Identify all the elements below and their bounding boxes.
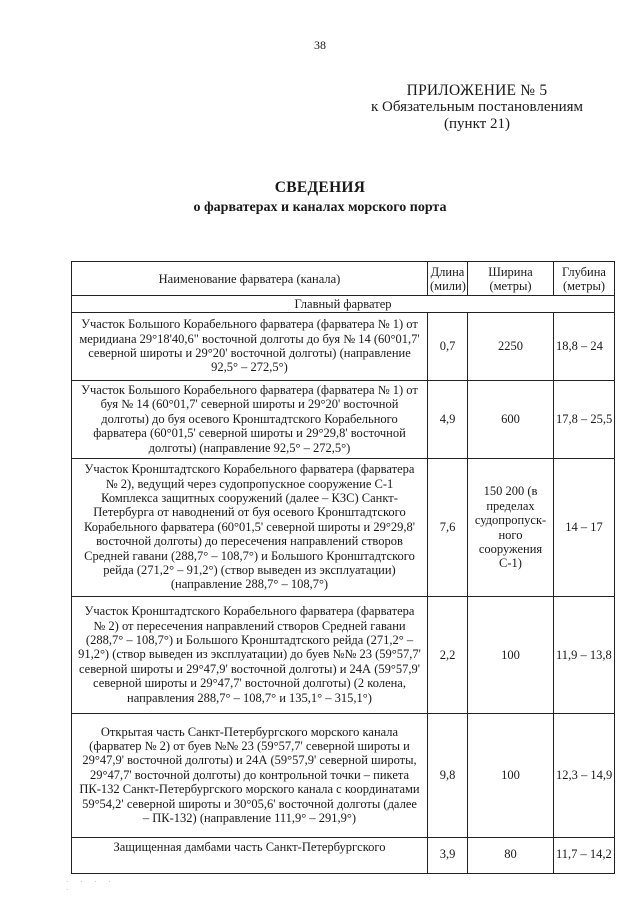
appendix-clause: (пункт 21) [444, 116, 510, 132]
section-title: Главный фарватер [72, 296, 615, 313]
row-length: 9,8 [428, 714, 468, 838]
row-depth: 11,9 – 13,8 [554, 597, 615, 714]
row-name: Защищенная дамбами часть Санкт-Петербургского [72, 838, 428, 874]
appendix-title: ПРИЛОЖЕНИЕ № 5 [406, 82, 548, 99]
table-row [72, 381, 615, 459]
row-name: Участок Большого Корабельного фарватера (фарватера № 1) от меридиана 29°18'40,6" восточной долготы до буя № 14 (60°01,7' северной широты и 29°20' восточной долготы) (направление 92,5° – 272,5°) [72, 313, 428, 381]
header-depth: Глубина (метры) [554, 262, 615, 296]
row-width: 150 200 (в пределах судопропуск-ного сооружения С-1) [468, 459, 554, 597]
row-depth: 11,7 – 14,2 [554, 838, 615, 874]
row-width: 100 [468, 714, 554, 838]
table-header-row [72, 262, 615, 296]
table-row [72, 838, 615, 874]
row-width: 100 [468, 597, 554, 714]
row-depth: 18,8 – 24 [554, 313, 615, 381]
row-length: 3,9 [428, 838, 468, 874]
row-length: 0,7 [428, 313, 468, 381]
heading-title: СВЕДЕНИЯ [274, 179, 366, 196]
page-number: 38 [314, 38, 326, 52]
row-length: 2,2 [428, 597, 468, 714]
row-width: 80 [468, 838, 554, 874]
row-name: Участок Кронштадтского Корабельного фарватера (фарватера № 2), ведущий через судопропускное сооружение С-1 Комплекса защитных сооружений (далее – КЗС) Санкт-Петербурга от наводнений от буя осевого Кронштадтского Корабельного фарватера (60°01,5' северной широты и 29°29,8' восточной долготы) до пересечения направлений створов Средней гавани (288,7° – 108,7°) и Большого Кронштадтского рейда (271,2° – 91,2°) (створ выведен из эксплуатации) (направление 288,7° – 108,7°) [72, 459, 428, 597]
appendix-subtitle: к Обязательным постановлениям [370, 99, 584, 115]
row-width: 2250 [468, 313, 554, 381]
table-row [72, 313, 615, 381]
row-name: Участок Кронштадтского Корабельного фарватера (фарватера № 2) от пересечения направлений створов Средней гавани (288,7° – 108,7°) и Большого Кронштадтского рейда (271,2° – 91,2°) (створ выведен из эксплуатации) до буев №№ 23 (59°57,7' северной широты и 29°47,9' восточной долготы) и 24А (59°57,9' северной широты и 29°47,7' восточной долготы) (2 колена, направления 288,7° – 108,7° и 135,1° – 315,1°) [72, 597, 428, 714]
row-depth: 14 – 17 [554, 459, 615, 597]
row-length: 7,6 [428, 459, 468, 597]
row-width: 600 [468, 381, 554, 459]
row-name: Участок Большого Корабельного фарватера (фарватера № 1) от буя № 14 (60°01,7' северной широты и 29°20' восточной долготы) до буя осевого Кронштадтского Корабельного фарватера (60°01,5' северной широты и 29°29,8' восточной долготы) (направление 92,5° – 272,5°) [72, 381, 428, 459]
document-heading [0, 178, 640, 218]
section-row [72, 296, 615, 313]
fairway-table [71, 261, 615, 874]
scan-artifact: · · · · · [66, 878, 116, 894]
header-length: Длина (мили) [428, 262, 468, 296]
row-depth: 17,8 – 25,5 [554, 381, 615, 459]
table-row [72, 459, 615, 597]
row-name: Открытая часть Санкт-Петербургского морского канала (фарватер № 2) от буев №№ 23 (59°57,7' северной широты и 29°47,9' восточной долготы) и 24А (59°57,9' северной широты, 29°47,7' восточной долготы) до контрольной точки – пикета ПК-132 Санкт-Петербургского морского канала с координатами 59°54,2' северной широты и 30°05,6' восточной долготы (далее – ПК-132) (направление 111,9° – 291,9°) [72, 714, 428, 838]
heading-subtitle: о фарватерах и каналах морского порта [193, 200, 447, 215]
row-length: 4,9 [428, 381, 468, 459]
row-depth: 12,3 – 14,9 [554, 714, 615, 838]
header-width: Ширина (метры) [468, 262, 554, 296]
appendix-block [347, 82, 607, 133]
table-row [72, 714, 615, 838]
header-name: Наименование фарватера (канала) [72, 262, 428, 296]
table-row [72, 597, 615, 714]
